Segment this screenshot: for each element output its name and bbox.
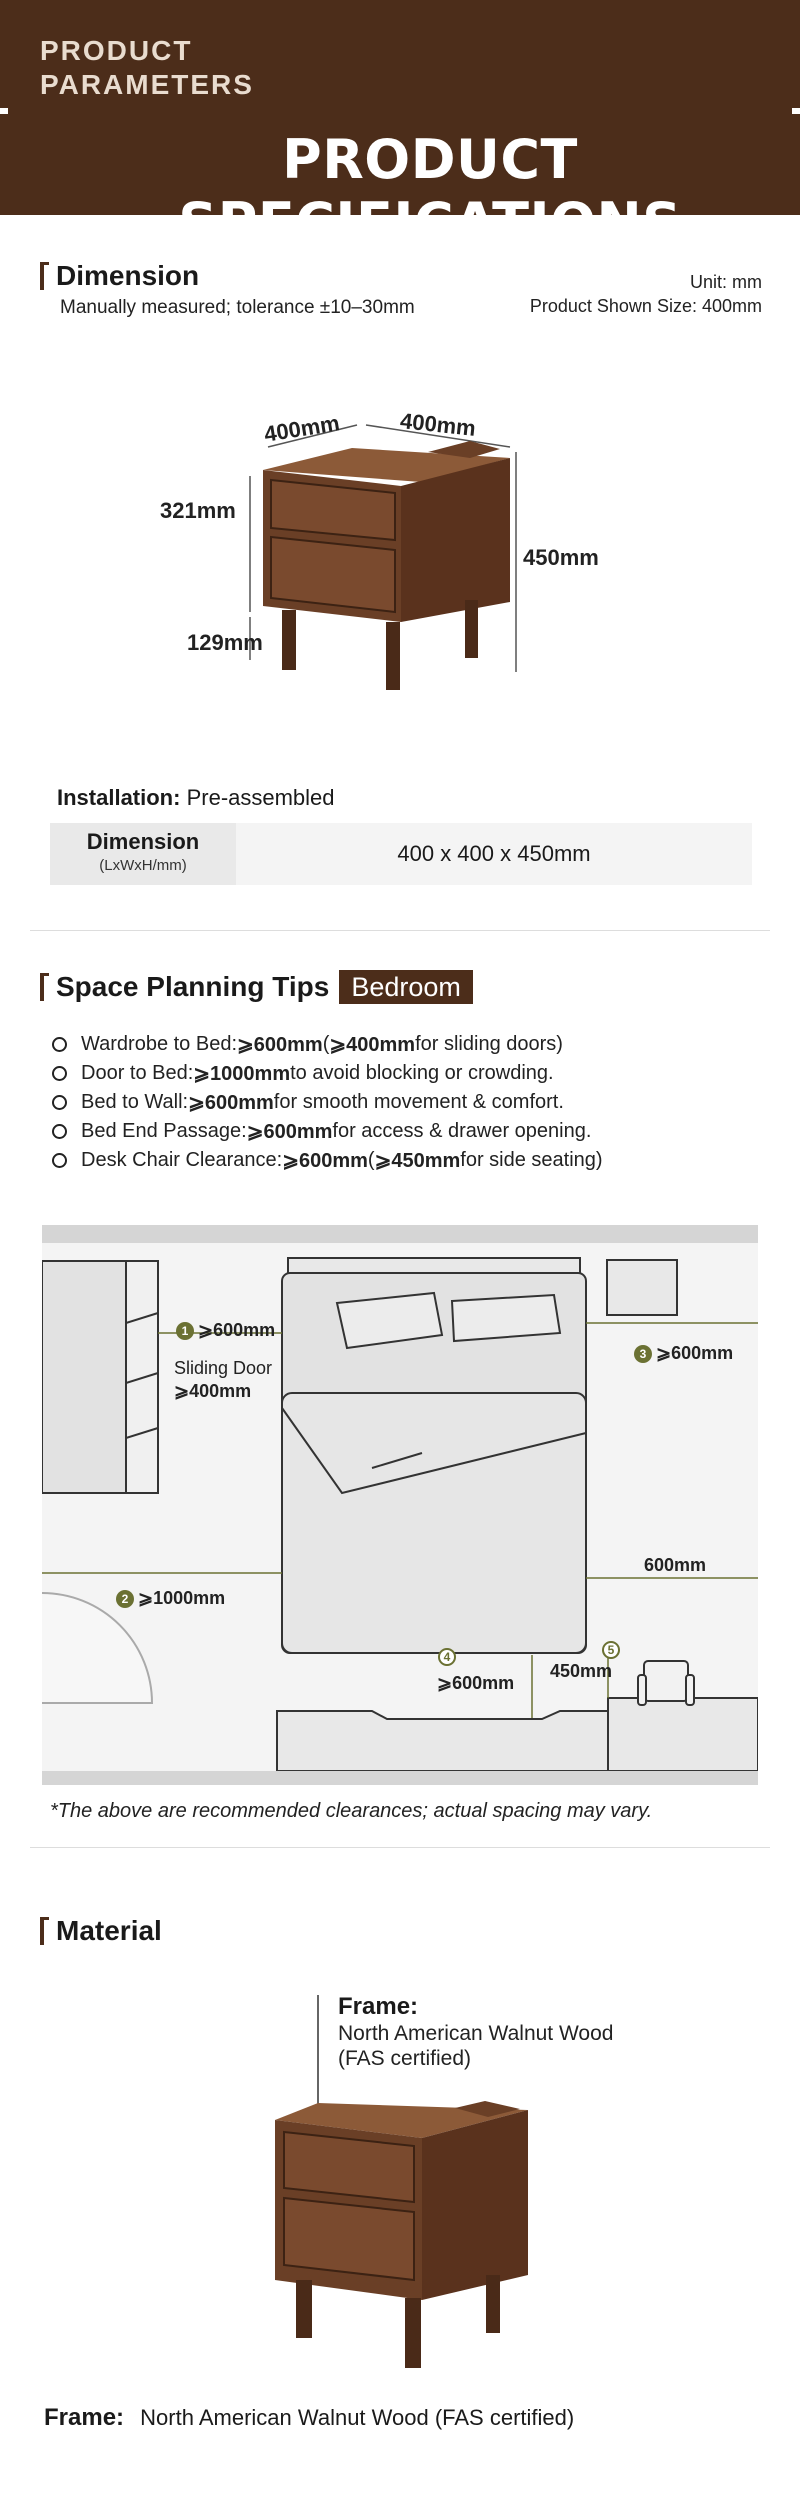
tip-text: to avoid blocking or crowding. bbox=[290, 1062, 554, 1084]
installation-label: Installation: bbox=[57, 785, 181, 810]
width-right-label: 400mm bbox=[398, 408, 477, 441]
plan-note: *The above are recommended clearances; actual spacing may vary. bbox=[50, 1800, 653, 1822]
clearance-5-badge-wrap bbox=[602, 1639, 624, 1660]
dimension-title: Dimension bbox=[56, 260, 200, 291]
material-header bbox=[40, 1915, 162, 1947]
tip-text: Desk Chair Clearance: bbox=[81, 1149, 283, 1171]
tip-value: ⩾450mm bbox=[374, 1150, 461, 1172]
tip-text: ( bbox=[322, 1033, 330, 1055]
shown-size-text: Product Shown Size: 400mm bbox=[529, 296, 762, 316]
list-item bbox=[52, 1088, 603, 1117]
total-height-label: 450mm bbox=[523, 545, 599, 570]
drawer-height-label: 321mm bbox=[160, 498, 236, 523]
installation-row bbox=[57, 785, 335, 811]
sliding-door-label: Sliding Door bbox=[174, 1358, 273, 1378]
dimension-table-header bbox=[50, 823, 236, 885]
tip-text: for side seating) bbox=[460, 1149, 603, 1171]
list-item bbox=[52, 1030, 603, 1059]
section-marker-icon bbox=[40, 973, 44, 1001]
material-callout-label: Frame: bbox=[338, 1993, 419, 2020]
dimension-table-header-title: Dimension bbox=[86, 829, 200, 854]
dimension-table-value: 400 x 400 x 450mm bbox=[236, 823, 752, 885]
floor-plan-drawing bbox=[42, 1243, 758, 1771]
bullet-circle-icon bbox=[52, 1066, 67, 1081]
badge-2: 2 bbox=[116, 1590, 134, 1608]
width-left-label: 400mm bbox=[262, 410, 342, 447]
clearance-2-value: ⩾1000mm bbox=[138, 1588, 226, 1608]
bullet-circle-icon bbox=[52, 1037, 67, 1052]
clearance-3-label bbox=[634, 1343, 733, 1364]
clearance-2-label bbox=[116, 1588, 225, 1609]
bullet-circle-icon bbox=[52, 1095, 67, 1110]
tip-value: ⩾600mm bbox=[237, 1034, 323, 1056]
material-summary-value: North American Walnut Wood (FAS certified) bbox=[140, 2405, 575, 2430]
section-divider bbox=[30, 1847, 770, 1848]
tips-list bbox=[52, 1030, 603, 1175]
section-divider bbox=[30, 930, 770, 931]
list-item bbox=[52, 1117, 603, 1146]
dimension-subtitle: Manually measured; tolerance ±10–30mm bbox=[60, 297, 415, 318]
space-header bbox=[40, 970, 473, 1004]
clearance-4-value: ⩾600mm bbox=[437, 1673, 515, 1693]
banner-subtitle-line1: PRODUCT bbox=[40, 35, 193, 66]
list-item bbox=[52, 1146, 603, 1175]
tip-text: ( bbox=[367, 1149, 375, 1171]
unit-text: Unit: mm bbox=[690, 272, 762, 292]
material-callout-line1: North American Walnut Wood bbox=[338, 2022, 614, 2045]
nightstand-side bbox=[401, 458, 510, 622]
dimension-illustration bbox=[0, 0, 800, 780]
material-title: Material bbox=[56, 1915, 162, 1946]
badge-1: 1 bbox=[176, 1322, 194, 1340]
clearance-wall-label: 600mm bbox=[644, 1555, 707, 1575]
badge-3: 3 bbox=[634, 1345, 652, 1363]
tip-value: ⩾600mm bbox=[188, 1092, 274, 1114]
list-item bbox=[52, 1059, 603, 1088]
badge-5: 5 bbox=[602, 1641, 620, 1659]
tip-text: Bed to Wall: bbox=[81, 1091, 189, 1113]
tip-text: for sliding doors) bbox=[415, 1033, 563, 1055]
dimension-table bbox=[50, 823, 752, 885]
space-tag: Bedroom bbox=[339, 970, 473, 1004]
tip-text: for access & drawer opening. bbox=[332, 1120, 592, 1142]
dimension-table-header-sub: (LxWxH/mm) bbox=[99, 857, 187, 874]
clearance-3-value: ⩾600mm bbox=[656, 1343, 734, 1363]
tip-value: ⩾1000mm bbox=[193, 1063, 291, 1085]
clearance-5-value: 450mm bbox=[550, 1661, 613, 1681]
material-summary-label: Frame: bbox=[44, 2404, 125, 2431]
material-callout-line2: (FAS certified) bbox=[338, 2047, 472, 2070]
tip-text: Wardrobe to Bed: bbox=[81, 1033, 238, 1055]
nightstand-side bbox=[422, 2110, 528, 2300]
tip-value: ⩾400mm bbox=[329, 1034, 416, 1056]
badge-4: 4 bbox=[438, 1648, 456, 1666]
sliding-door-value: ⩾400mm bbox=[174, 1381, 252, 1401]
wardrobe bbox=[42, 1261, 126, 1493]
tip-text: for smooth movement & comfort. bbox=[273, 1091, 564, 1113]
clearance-1-label bbox=[176, 1320, 275, 1341]
clearance-1-value: ⩾600mm bbox=[198, 1320, 276, 1340]
tip-value: ⩾600mm bbox=[282, 1150, 368, 1172]
bullet-circle-icon bbox=[52, 1153, 67, 1168]
banner-subtitle-line2: PARAMETERS bbox=[40, 69, 254, 100]
leg-height-label: 129mm bbox=[187, 630, 263, 655]
installation-value: Pre-assembled bbox=[186, 785, 335, 810]
bullet-circle-icon bbox=[52, 1124, 67, 1139]
section-marker-icon bbox=[40, 1917, 44, 1945]
floor-plan bbox=[42, 1225, 758, 1785]
space-title: Space Planning Tips bbox=[56, 971, 330, 1002]
clearance-4-badge-wrap bbox=[438, 1646, 460, 1667]
material-illustration bbox=[0, 1980, 800, 2380]
material-summary bbox=[44, 2404, 574, 2432]
banner-title: PRODUCT SPECIFICATIONS bbox=[178, 128, 682, 254]
tip-text: Bed End Passage: bbox=[81, 1120, 247, 1142]
tip-value: ⩾600mm bbox=[246, 1121, 333, 1143]
tip-text: Door to Bed: bbox=[81, 1062, 194, 1084]
